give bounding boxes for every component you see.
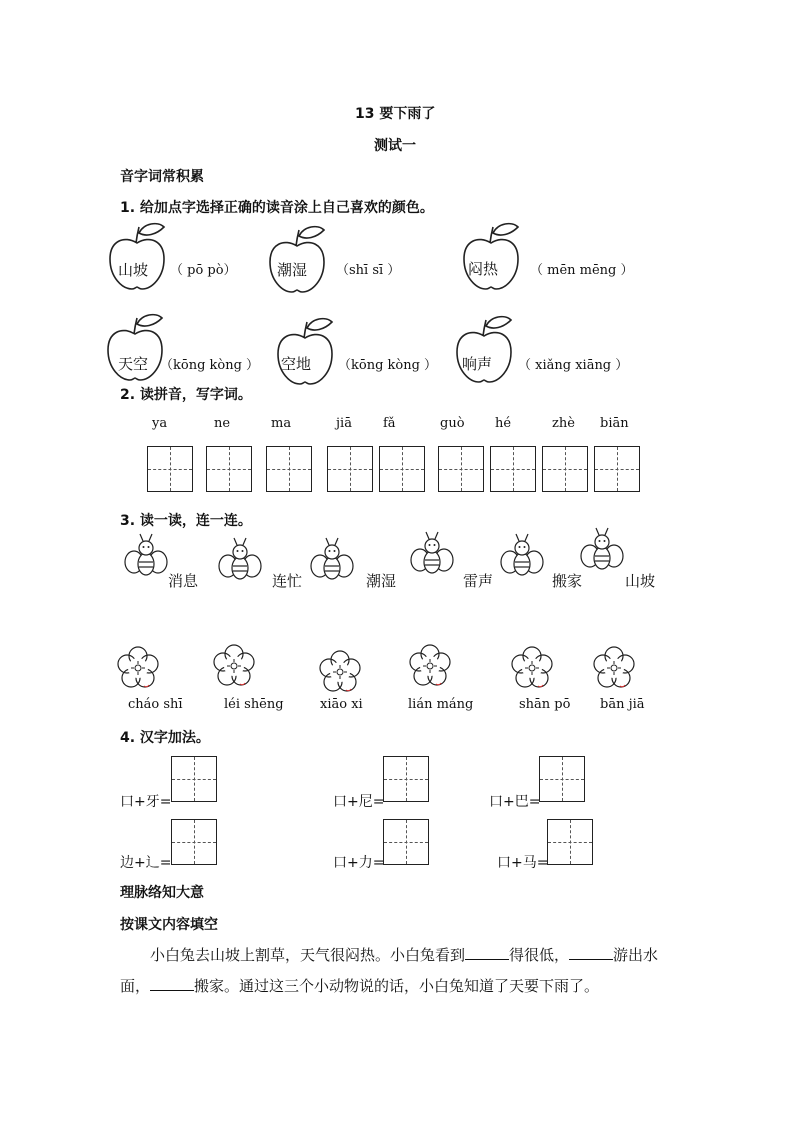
pinyin-label: ma (271, 416, 292, 431)
match-pinyin[interactable]: léi shēng (224, 697, 284, 712)
writing-box[interactable] (542, 446, 588, 492)
pinyin-label: fǎ (383, 416, 396, 431)
paragraph-text: 得很低， (509, 946, 570, 964)
addition-expression: 口+马= (497, 855, 549, 871)
flower-icon (318, 650, 362, 694)
answer-box[interactable] (171, 819, 217, 865)
match-word[interactable]: 潮湿 (366, 572, 397, 590)
apple-icon (108, 223, 166, 291)
flower-icon (408, 644, 452, 688)
pinyin-label: hé (495, 416, 512, 431)
answer-box[interactable] (383, 756, 429, 802)
answer-blank[interactable] (569, 944, 613, 960)
fill-blank-paragraph (120, 940, 680, 1002)
pinyin-label: zhè (552, 416, 575, 431)
addition-expression: 口+牙= (120, 794, 172, 810)
match-pinyin[interactable]: shān pō (519, 697, 571, 712)
match-pinyin[interactable]: xiāo xi (320, 697, 363, 712)
match-word[interactable]: 雷声 (463, 572, 494, 590)
pronunciation-options: （kōng kòng ） (338, 358, 438, 373)
apple-icon (462, 223, 520, 291)
answer-box[interactable] (383, 819, 429, 865)
pronunciation-options: （shī sī ） (336, 263, 401, 278)
writing-box[interactable] (379, 446, 425, 492)
section-heading-2: 理脉络知大意 (120, 885, 204, 901)
fill-blank-title: 按课文内容填空 (120, 917, 218, 933)
pinyin-label: biān (600, 416, 629, 431)
pinyin-label: ya (152, 416, 168, 431)
addition-expression: 边+辶= (120, 855, 172, 871)
pinyin-label: ne (214, 416, 231, 431)
question-3-title: 3. 读一读，连一连。 (120, 513, 252, 529)
apple-word: 潮湿 (277, 261, 308, 279)
answer-box[interactable] (547, 819, 593, 865)
match-word[interactable]: 连忙 (272, 572, 303, 590)
match-pinyin[interactable]: cháo shī (128, 697, 183, 712)
answer-blank[interactable] (150, 975, 194, 991)
bee-icon (410, 530, 454, 578)
answer-blank[interactable] (465, 944, 509, 960)
page-subtitle: 测试一 (374, 138, 416, 154)
bee-icon (500, 532, 544, 580)
writing-box[interactable] (147, 446, 193, 492)
writing-box[interactable] (206, 446, 252, 492)
bee-icon (124, 532, 168, 580)
addition-expression: 口+巴= (489, 794, 541, 810)
answer-box[interactable] (539, 756, 585, 802)
apple-word: 响声 (462, 355, 493, 373)
section-heading-1: 音字词常积累 (120, 169, 204, 185)
match-word[interactable]: 搬家 (552, 572, 583, 590)
apple-word: 闷热 (468, 260, 499, 278)
flower-icon (592, 646, 636, 690)
match-word[interactable]: 消息 (168, 572, 199, 590)
match-pinyin[interactable]: bān jiā (600, 697, 645, 712)
paragraph-text: 搬家。通过这三个小动物说的话，小白兔知道了天要下雨了。 (194, 977, 600, 995)
flower-icon (212, 644, 256, 688)
page-title: 13 要下雨了 (355, 106, 436, 122)
apple-word: 山坡 (118, 261, 149, 279)
addition-expression: 口+尼= (333, 794, 385, 810)
answer-box[interactable] (171, 756, 217, 802)
pronunciation-options: （ pō pò） (170, 263, 237, 278)
match-word[interactable]: 山坡 (625, 572, 656, 590)
match-pinyin[interactable]: lián máng (408, 697, 474, 712)
bee-icon (580, 526, 624, 574)
paragraph-text: 小白兔去山坡上割草，天气很闷热。小白兔看到 (150, 946, 466, 964)
pronunciation-options: （ mēn mēng ） (530, 263, 634, 278)
pinyin-label: guò (440, 416, 465, 431)
writing-box[interactable] (594, 446, 640, 492)
writing-box[interactable] (438, 446, 484, 492)
addition-expression: 口+力= (333, 855, 385, 871)
flower-icon (116, 646, 160, 690)
question-2-title: 2. 读拼音，写字词。 (120, 387, 252, 403)
bee-icon (218, 536, 262, 584)
apple-word: 空地 (281, 355, 312, 373)
pinyin-label: jiā (336, 416, 352, 431)
question-1-title: 1. 给加点字选择正确的读音涂上自己喜欢的颜色。 (120, 200, 434, 216)
question-4-title: 4. 汉字加法。 (120, 730, 210, 746)
pronunciation-options: （ xiǎng xiāng ） (518, 358, 629, 373)
writing-box[interactable] (490, 446, 536, 492)
apple-icon (276, 318, 334, 386)
apple-word: 天空 (118, 355, 149, 373)
paragraph-text: 游出水面， (120, 946, 659, 995)
writing-box[interactable] (266, 446, 312, 492)
writing-box[interactable] (327, 446, 373, 492)
flower-icon (510, 646, 554, 690)
pronunciation-options: （kōng kòng ） (160, 358, 260, 373)
bee-icon (310, 536, 354, 584)
